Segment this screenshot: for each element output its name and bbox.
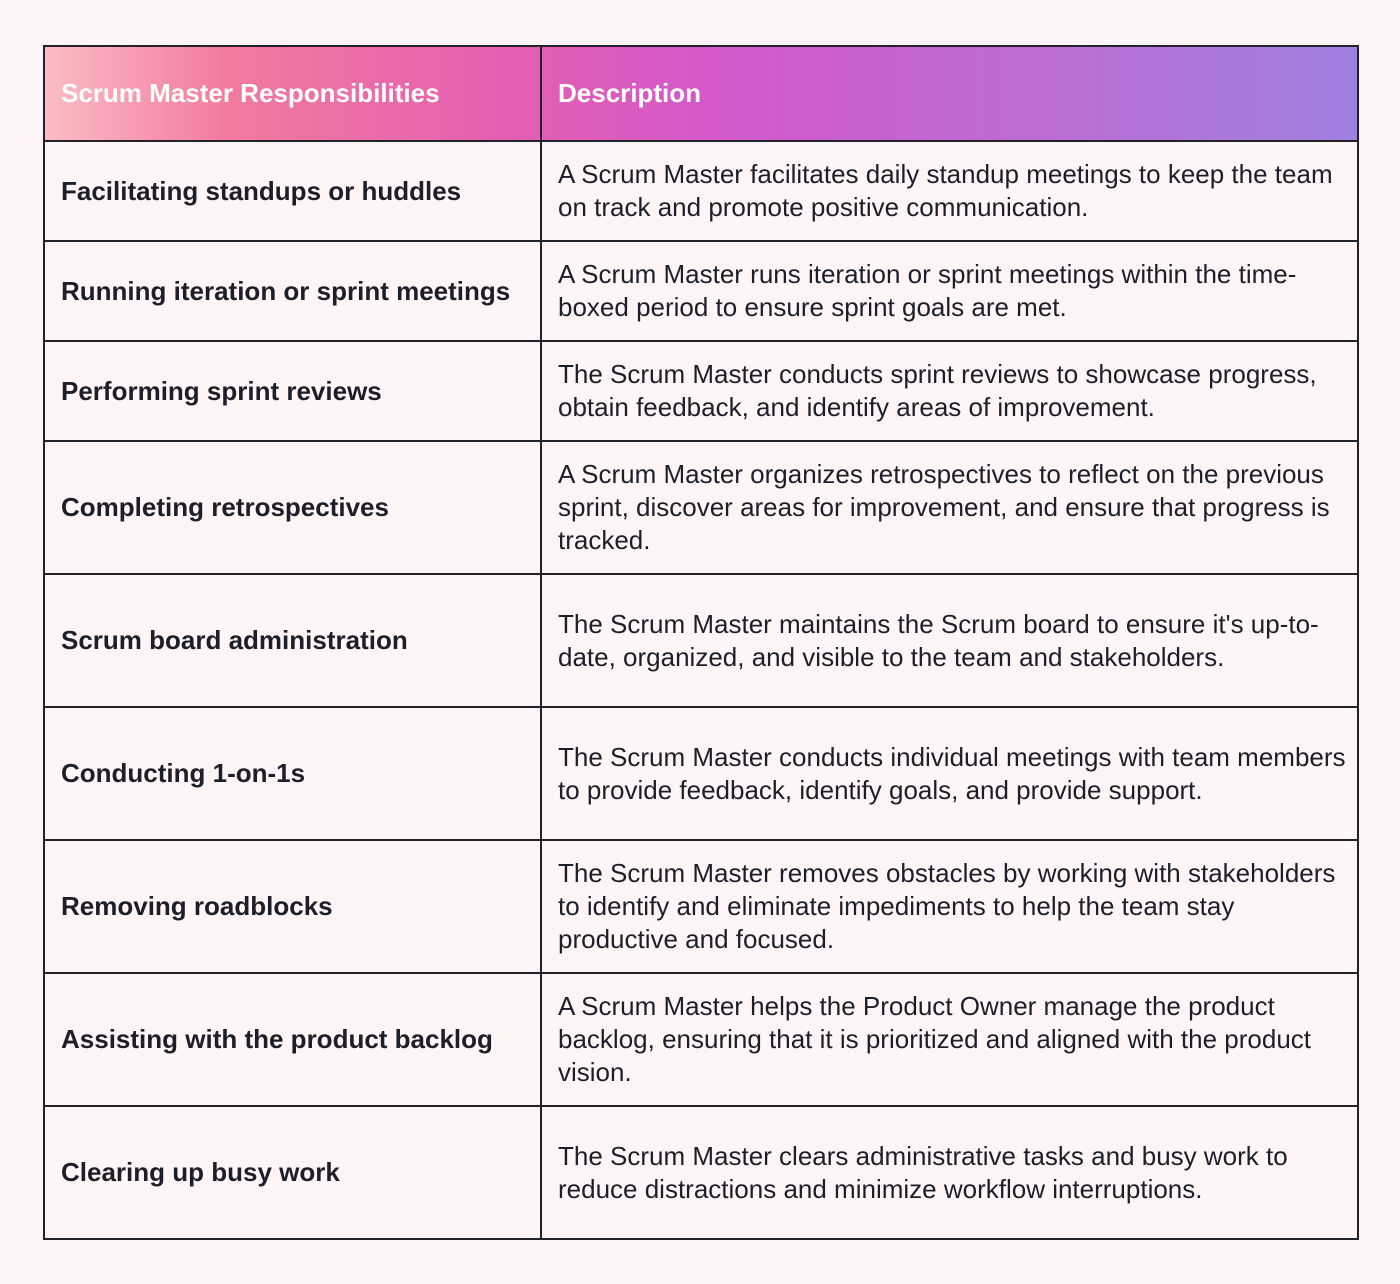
responsibility-cell: Removing roadblocks bbox=[44, 840, 541, 973]
table-row bbox=[44, 1106, 1358, 1239]
table-header bbox=[44, 46, 1358, 141]
table-row bbox=[44, 707, 1358, 840]
header-responsibilities: Scrum Master Responsibilities bbox=[44, 46, 541, 141]
description-cell: The Scrum Master conducts individual meetings with team members to provide feedback, identify goals, and provide support. bbox=[541, 707, 1358, 840]
table-row bbox=[44, 341, 1358, 441]
table-row bbox=[44, 241, 1358, 341]
responsibility-cell: Completing retrospectives bbox=[44, 441, 541, 574]
header-description: Description bbox=[541, 46, 1358, 141]
header-row bbox=[44, 46, 1358, 141]
description-cell: A Scrum Master organizes retrospectives to reflect on the previous sprint, discover areas for improvement, and ensure that progress is tracked. bbox=[541, 441, 1358, 574]
table-row bbox=[44, 441, 1358, 574]
description-cell: The Scrum Master maintains the Scrum board to ensure it's up-to-date, organized, and visible to the team and stakeholders. bbox=[541, 574, 1358, 707]
table-row bbox=[44, 973, 1358, 1106]
description-cell: A Scrum Master facilitates daily standup meetings to keep the team on track and promote positive communication. bbox=[541, 141, 1358, 241]
table-body bbox=[44, 141, 1358, 1239]
responsibility-cell: Clearing up busy work bbox=[44, 1106, 541, 1239]
description-cell: The Scrum Master clears administrative tasks and busy work to reduce distractions and minimize workflow interruptions. bbox=[541, 1106, 1358, 1239]
responsibility-cell: Facilitating standups or huddles bbox=[44, 141, 541, 241]
description-cell: A Scrum Master runs iteration or sprint meetings within the time-boxed period to ensure sprint goals are met. bbox=[541, 241, 1358, 341]
responsibility-cell: Performing sprint reviews bbox=[44, 341, 541, 441]
responsibility-cell: Assisting with the product backlog bbox=[44, 973, 541, 1106]
description-cell: The Scrum Master conducts sprint reviews to showcase progress, obtain feedback, and identify areas of improvement. bbox=[541, 341, 1358, 441]
description-cell: The Scrum Master removes obstacles by working with stakeholders to identify and eliminate impediments to help the team stay productive and focused. bbox=[541, 840, 1358, 973]
table-row bbox=[44, 574, 1358, 707]
table-row bbox=[44, 840, 1358, 973]
responsibility-cell: Scrum board administration bbox=[44, 574, 541, 707]
responsibilities-table bbox=[43, 45, 1359, 1240]
table-row bbox=[44, 141, 1358, 241]
responsibility-cell: Conducting 1-on-1s bbox=[44, 707, 541, 840]
responsibility-cell: Running iteration or sprint meetings bbox=[44, 241, 541, 341]
description-cell: A Scrum Master helps the Product Owner manage the product backlog, ensuring that it is prioritized and aligned with the product vision. bbox=[541, 973, 1358, 1106]
